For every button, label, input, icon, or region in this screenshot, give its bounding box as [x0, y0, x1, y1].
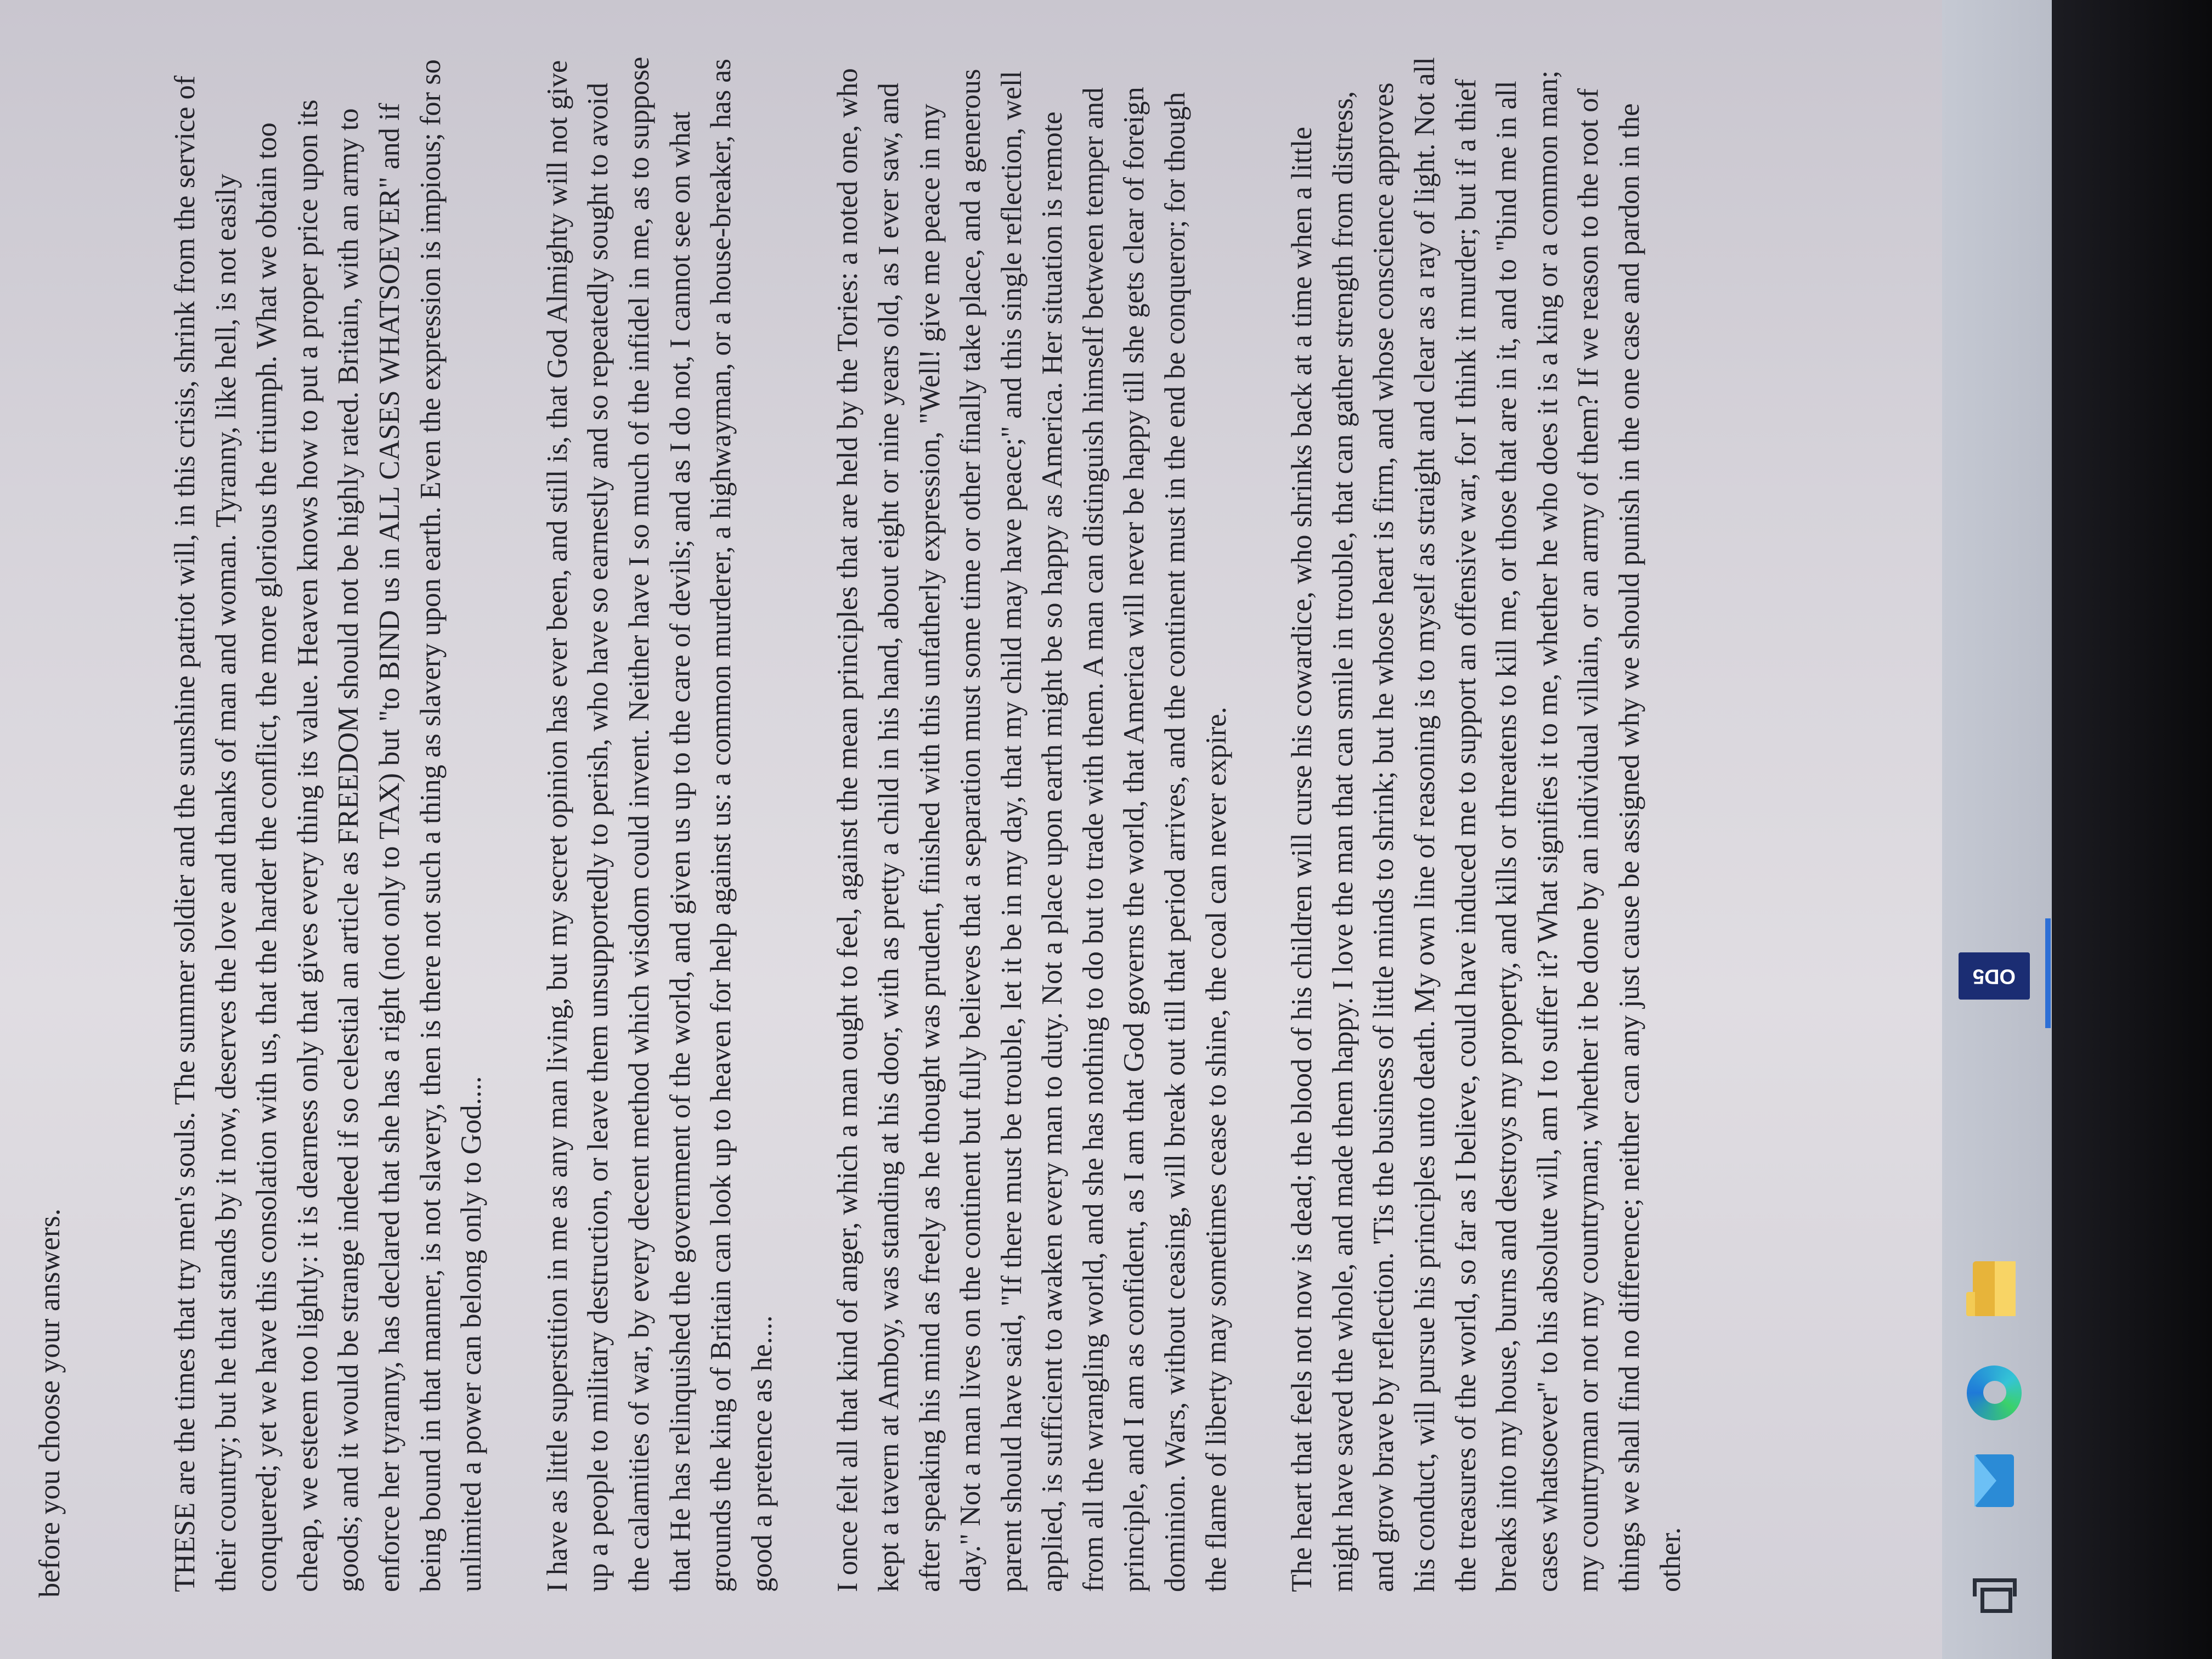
paragraph-1: THESE are the times that try men's souls. The summer soldier and the sunshine patriot will, in this crisis, shrink from the service of their country; but he that stands by it now, deserves the love and thanks of man and woman. Tyranny, like hell, is not easily conquered; yet we have this consolation with us, that the harder the conflict, the more glorious the triumph. What we obtain too cheap, we esteem too lightly: it is dearness only that gives every thing its value. Heaven knows how to put a proper price upon its goods; and it would be strange indeed if so celestial an article as FREEDOM should not be highly rated. Britain, with an army to enforce her tyranny, has declared that she has a right (not only to TAX) but "to BIND us in ALL CASES WHATSOEVER" and if being bound in that manner, is not slavery, then is there not such a thing as slavery upon earth. Even the expression is impious; for so unlimited a power can belong only to God....: [169, 59, 488, 1592]
file-explorer-button[interactable]: [1959, 1253, 2030, 1324]
edge-browser-button[interactable]: [1959, 1357, 2030, 1429]
task-view-icon: [1973, 1575, 2016, 1613]
mail-icon: [1974, 1454, 2014, 1507]
edge-icon: [1967, 1365, 2022, 1420]
article-body: [165, 56, 1736, 1592]
paragraph-4: The heart that feels not now is dead; the blood of his children will curse his cowardice, who shrinks back at a time when a little might have saved the whole, and made them happy. I love the man that can smile in trouble, that can gather strength from distress, and grow brave by reflection. 'Tis the business of little minds to shrink; but he whose heart is firm, and whose conscience approves his conduct, will pursue his principles unto death. My own line of reasoning is to myself as straight and clear as a ray of light. Not all the treasures of the world, so far as I believe, could have induced me to support an offensive war, for I think it murder; but if a thief breaks into my house, burns and destroys my property, and kills or threatens to kill me, or those that are in it, and to "bind me in all cases whatsoever" to his absolute will, am I to suffer it? What signifies it to me, whether he who does it is a king or a common man; my countryman or not my countryman; whether it be done by an individual villain, or an army of them? If we reason to the root of things we shall find no difference; neither can any just cause be assigned why we should punish in the one case and pardon in the other.: [1286, 57, 1686, 1592]
paragraph-2: I have as little superstition in me as any man living, but my secret opinion has ever been, and still is, that God Almighty will not give up a people to military destruction, or leave them unsupportedly to perish, who have so earnestly and so repeatedly sought to avoid the calamities of war, by every decent method which wisdom could invent. Neither have I so much of the infidel in me, as to suppose that He has relinquished the government of the world, and given us up to the care of devils; and as I do not, I cannot see on what grounds the king of Britain can look up to heaven for help against us: a common murderer, a highwayman, or a house-breaker, has as good a pretence as he....: [541, 57, 778, 1592]
intro-instruction: before you choose your answers.: [33, 1208, 66, 1598]
active-app-indicator: [2045, 918, 2051, 1028]
file-explorer-icon: [1973, 1261, 2016, 1316]
paragraph-3: I once felt all that kind of anger, which a man ought to feel, against the mean principles that are held by the Tories: a noted one, who kept a tavern at Amboy, was standing at his door, with as pretty a child in his hand, about eight or nine years old, as I ever saw, and after speaking his mind as freely as he thought was prudent, finished with this unfatherly expression, "Well! give me peace in my day." Not a man lives on the continent but fully believes that a separation must some time or other finally take place, and a generous parent should have said, "If there must be trouble, let it be in my day, that my child may have peace;" and this single reflection, well applied, is sufficient to awaken every man to duty. Not a place upon earth might be so happy as America. Her situation is remote from all the wrangling world, and she has nothing to do but to trade with them. A man can distinguish himself between temper and principle, and I am as confident, as I am that God governs the world, that America will never be happy till she gets clear of foreign dominion. Wars, without ceasing, will break out till that period arrives, and the continent must in the end be conqueror; for though the flame of liberty may sometimes cease to shine, the coal can never expire.: [832, 68, 1232, 1592]
active-app-button[interactable]: [1959, 940, 2030, 1012]
app-icon: OD5: [1959, 952, 2030, 1000]
mail-button[interactable]: [1959, 1445, 2030, 1516]
taskbar: [1942, 0, 2052, 1659]
task-view-button[interactable]: [1959, 1558, 2030, 1629]
monitor-bezel: [2052, 0, 2212, 1659]
